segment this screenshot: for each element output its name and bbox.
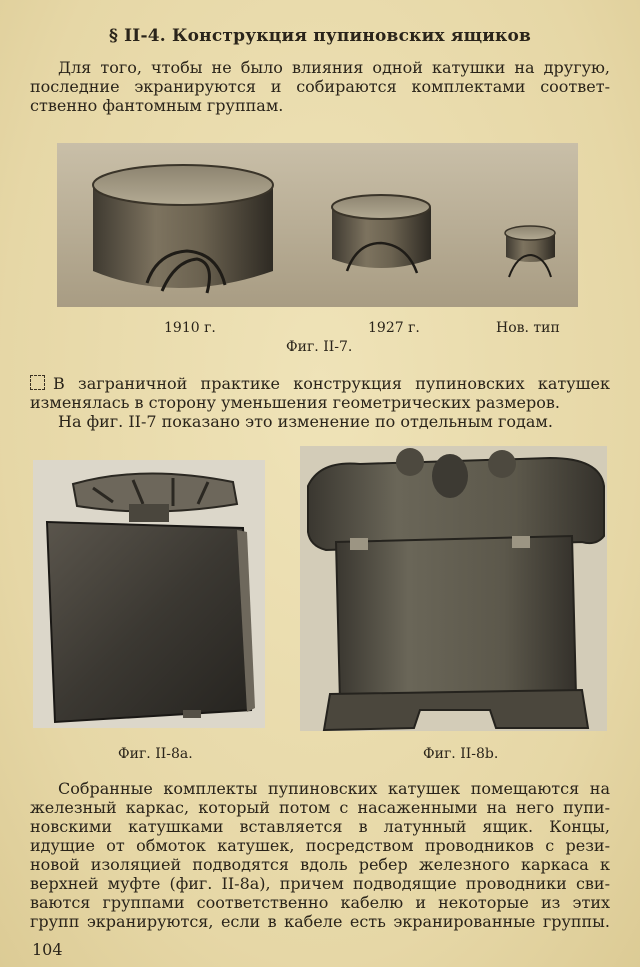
label-new-type: Нов. тип bbox=[496, 320, 560, 336]
text-line: На фиг. II-7 показано это изменение по отдельным годам. bbox=[58, 412, 553, 431]
text-line bbox=[30, 374, 610, 393]
figure-ii-8b-photo bbox=[300, 446, 607, 731]
text-line: ственно фантомным группам. bbox=[30, 96, 284, 115]
text-line: идущие от обмоток катушек, посредством проводников с рези- bbox=[30, 836, 610, 855]
text-line: железный каркас, который потом с насаженными на него пупи- bbox=[30, 798, 610, 817]
text-line: новскими катушками вставляется в латунный ящик. Концы, bbox=[30, 817, 610, 836]
text-line: изменялась в сторону уменьшения геометрических размеров. bbox=[30, 393, 560, 412]
caption-fig-ii-8a: Фиг. II-8a. bbox=[118, 746, 193, 762]
text-line: новой изоляцией подводятся вдоль ребер железного каркаса к bbox=[30, 855, 610, 874]
text-line-content: В заграничной практике конструкция пупиновских катушек bbox=[53, 374, 610, 393]
caption-fig-ii-8b: Фиг. II-8b. bbox=[423, 746, 499, 762]
coil-1910 bbox=[93, 165, 273, 293]
margin-mark-icon bbox=[30, 375, 45, 390]
page-number: 104 bbox=[32, 940, 63, 959]
paragraph-intro bbox=[30, 58, 610, 115]
text-line: Собранные комплекты пупиновских катушек помещаются на bbox=[58, 779, 610, 798]
text-line: групп экранируются, если в кабеле есть экранированные группы. bbox=[30, 912, 610, 931]
caption-fig-ii-7: Фиг. II-7. bbox=[286, 339, 353, 355]
text-line: ваются группами соответственно кабелю и некоторые из этих bbox=[30, 893, 610, 912]
paragraph-assembly bbox=[30, 779, 610, 931]
coil-1927 bbox=[332, 195, 431, 273]
text-line: верхней муфте (фиг. II-8a), причем подводящие проводники сви- bbox=[30, 874, 610, 893]
paragraph-foreign-practice bbox=[30, 374, 610, 431]
label-1927: 1927 г. bbox=[368, 320, 420, 336]
text-line: последние экранируются и собираются комплектами соответ- bbox=[30, 77, 610, 96]
label-1910: 1910 г. bbox=[164, 320, 216, 336]
figure-ii-8a-photo bbox=[33, 460, 265, 728]
figure-ii-7-photo bbox=[57, 143, 578, 307]
section-heading: § II-4. Конструкция пупиновских ящиков bbox=[108, 26, 532, 46]
text-line: Для того, чтобы не было влияния одной катушки на другую, bbox=[58, 58, 610, 77]
